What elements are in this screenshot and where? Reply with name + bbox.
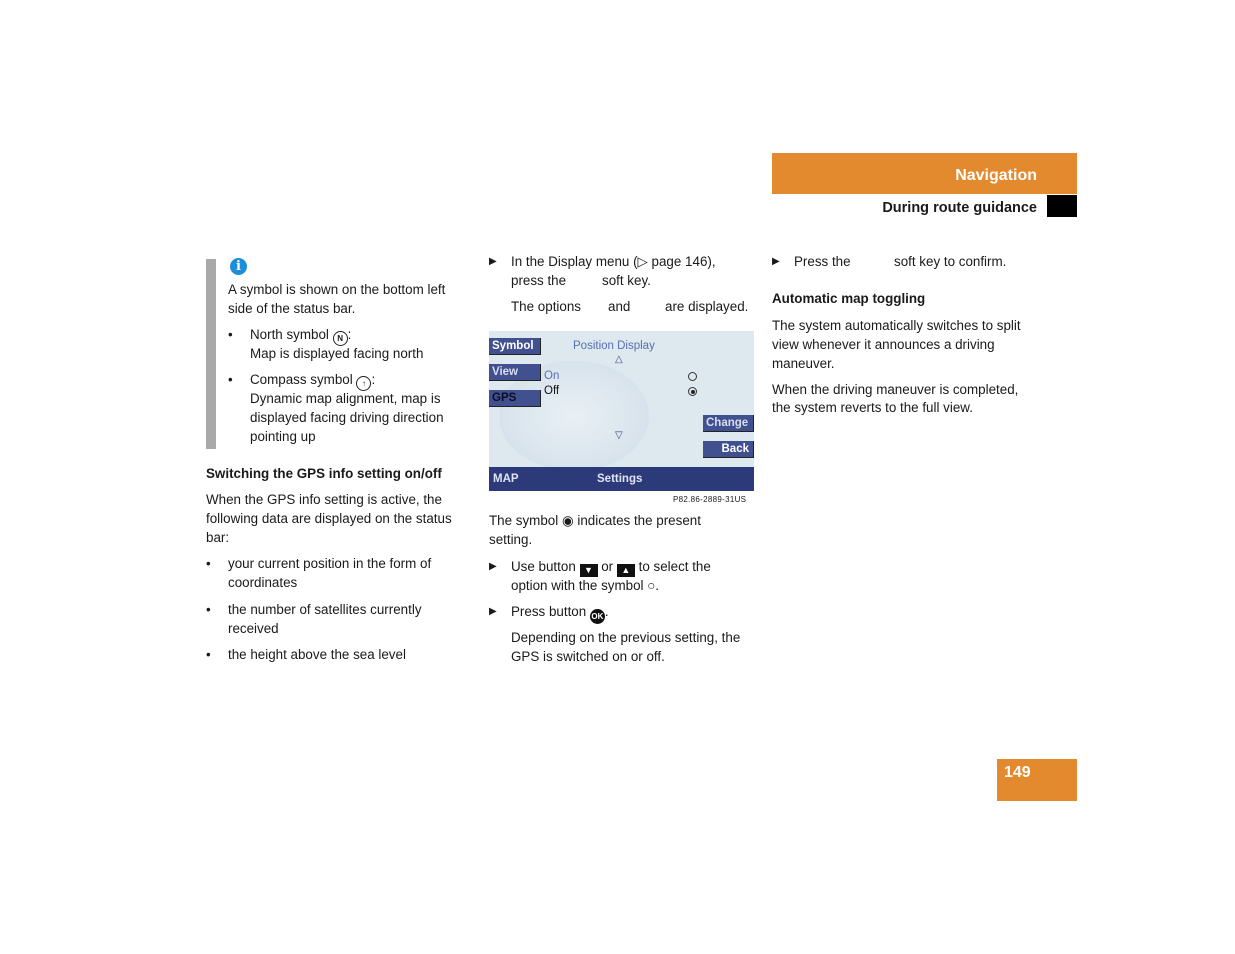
section-marker bbox=[1047, 195, 1077, 217]
north-label: North symbol bbox=[250, 327, 329, 342]
step-arrow-icon: ▶ bbox=[772, 256, 780, 267]
ok-button-icon: OK bbox=[590, 609, 605, 624]
step-arrow-icon: ▶ bbox=[489, 561, 497, 572]
page-number: 149 bbox=[1004, 764, 1031, 781]
back-softkey[interactable]: Back bbox=[703, 441, 754, 458]
chapter-title: Navigation bbox=[955, 167, 1037, 184]
change-softkey[interactable]: Change bbox=[703, 415, 754, 432]
info-icon: i bbox=[230, 258, 247, 275]
north-desc: Map is displayed facing north bbox=[250, 346, 424, 361]
display-screen bbox=[489, 331, 754, 491]
symbol-softkey[interactable]: Symbol bbox=[489, 338, 541, 355]
figure-code: P82.86-2889-31US bbox=[673, 495, 747, 504]
screen-status-bar bbox=[489, 467, 754, 491]
toggle-heading: Automatic map toggling bbox=[772, 291, 926, 306]
up-key-icon: ▲ bbox=[617, 564, 635, 577]
section-title: During route guidance bbox=[882, 200, 1037, 216]
radio-off-selected[interactable] bbox=[688, 387, 697, 396]
gps-heading: Switching the GPS info setting on/off bbox=[206, 466, 442, 481]
option-on[interactable]: On bbox=[544, 370, 560, 382]
settings-label: Settings bbox=[597, 473, 643, 485]
gps-softkey[interactable]: GPS bbox=[489, 390, 541, 407]
screen-title: Position Display bbox=[573, 340, 655, 352]
filled-radio-icon: ◉ bbox=[561, 513, 574, 528]
compass-label: Compass symbol bbox=[250, 372, 353, 387]
option-off[interactable]: Off bbox=[544, 385, 560, 397]
scroll-up-icon[interactable]: △ bbox=[615, 354, 623, 365]
scroll-down-icon[interactable]: ▽ bbox=[615, 430, 623, 441]
chapter-header bbox=[772, 153, 1077, 194]
page-number-tab bbox=[997, 759, 1077, 801]
info-intro: A symbol is shown on the bottom left side of the status bar. bbox=[228, 282, 446, 316]
step-arrow-icon: ▶ bbox=[489, 256, 497, 267]
radio-on[interactable] bbox=[688, 372, 697, 381]
step-arrow-icon: ▶ bbox=[489, 606, 497, 617]
info-box-bar bbox=[206, 259, 216, 449]
compass-symbol-icon: ↑ bbox=[356, 376, 371, 391]
map-label: MAP bbox=[493, 473, 519, 485]
view-softkey[interactable]: View bbox=[489, 364, 541, 381]
down-key-icon: ▼ bbox=[580, 564, 598, 577]
north-symbol-icon: N bbox=[333, 331, 348, 346]
